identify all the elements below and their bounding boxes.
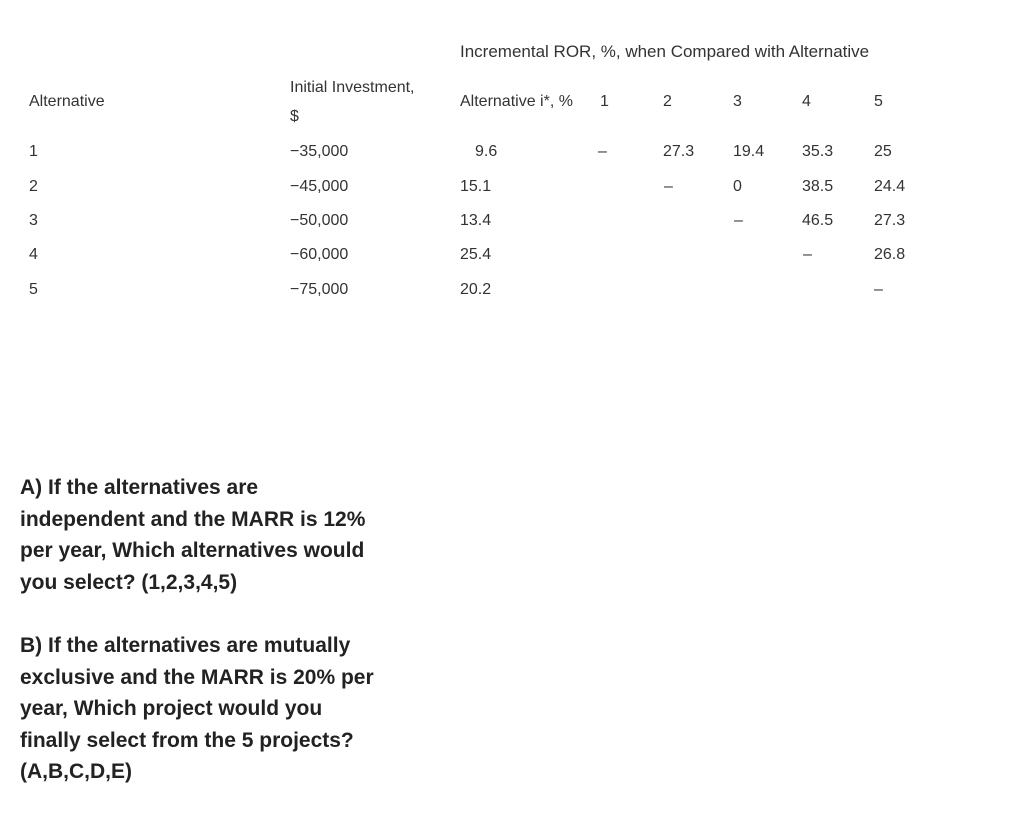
compare-header-5: 5: [874, 93, 883, 110]
incremental-ror-header: Incremental ROR, %, when Compared with Alternative: [460, 42, 870, 61]
question-b-line: B) If the alternatives are mutually: [20, 634, 351, 657]
row-investment: −50,000: [290, 212, 349, 229]
question-a-line: per year, Which alternatives would: [20, 539, 365, 562]
compare-header-3: 3: [733, 93, 742, 110]
row-cell-vs-2: 27.3: [663, 143, 695, 160]
row-cell-vs-3: 0: [733, 178, 742, 195]
question-a-line: A) If the alternatives are: [20, 476, 259, 499]
row-istar: 15.1: [460, 178, 492, 195]
question-a: [20, 472, 420, 598]
row-investment: −75,000: [290, 281, 349, 298]
row-cell-vs-3: –: [734, 212, 743, 229]
row-cell-vs-5: 25: [874, 143, 892, 160]
row-cell-vs-5: 24.4: [874, 178, 906, 195]
row-investment: −60,000: [290, 246, 349, 263]
compare-header-4: 4: [802, 93, 811, 110]
row-cell-vs-4: 35.3: [802, 143, 834, 160]
question-b-line: (A,B,C,D,E): [20, 760, 132, 783]
alternative-column-header: Alternative: [29, 93, 105, 110]
istar-column-header: Alternative i*, %: [460, 93, 573, 110]
row-alternative: 4: [29, 246, 38, 263]
initial-investment-header: Initial Investment,: [290, 79, 415, 96]
question-b-line: finally select from the 5 projects?: [20, 728, 354, 752]
row-cell-vs-4: 46.5: [802, 212, 834, 229]
row-alternative: 3: [29, 212, 38, 229]
question-b-line: exclusive and the MARR is 20% per: [20, 665, 374, 689]
row-cell-vs-4: 38.5: [802, 178, 834, 195]
row-cell-vs-5: 27.3: [874, 212, 906, 229]
row-cell-vs-1: –: [598, 143, 607, 160]
row-cell-vs-4: –: [803, 246, 812, 263]
row-investment: −45,000: [290, 178, 349, 195]
compare-header-1: 1: [600, 93, 609, 110]
question-a-line: you select? (1,2,3,4,5): [20, 570, 238, 594]
row-cell-vs-3: 19.4: [733, 143, 765, 160]
row-cell-vs-5: 26.8: [874, 246, 906, 263]
row-alternative: 5: [29, 281, 38, 298]
compare-header-2: 2: [663, 93, 672, 110]
row-istar: 20.2: [460, 281, 492, 298]
row-istar: 13.4: [460, 212, 492, 229]
row-istar: 9.6: [475, 143, 498, 160]
row-cell-vs-5: –: [874, 281, 883, 298]
initial-investment-unit: $: [290, 108, 299, 125]
question-b: [20, 630, 420, 788]
question-b-line: year, Which project would you: [20, 697, 323, 720]
row-alternative: 2: [29, 178, 38, 195]
row-alternative: 1: [29, 143, 38, 160]
row-investment: −35,000: [290, 143, 349, 160]
question-a-line: independent and the MARR is 12%: [20, 507, 366, 531]
row-istar: 25.4: [460, 246, 492, 263]
row-cell-vs-2: –: [664, 178, 673, 195]
